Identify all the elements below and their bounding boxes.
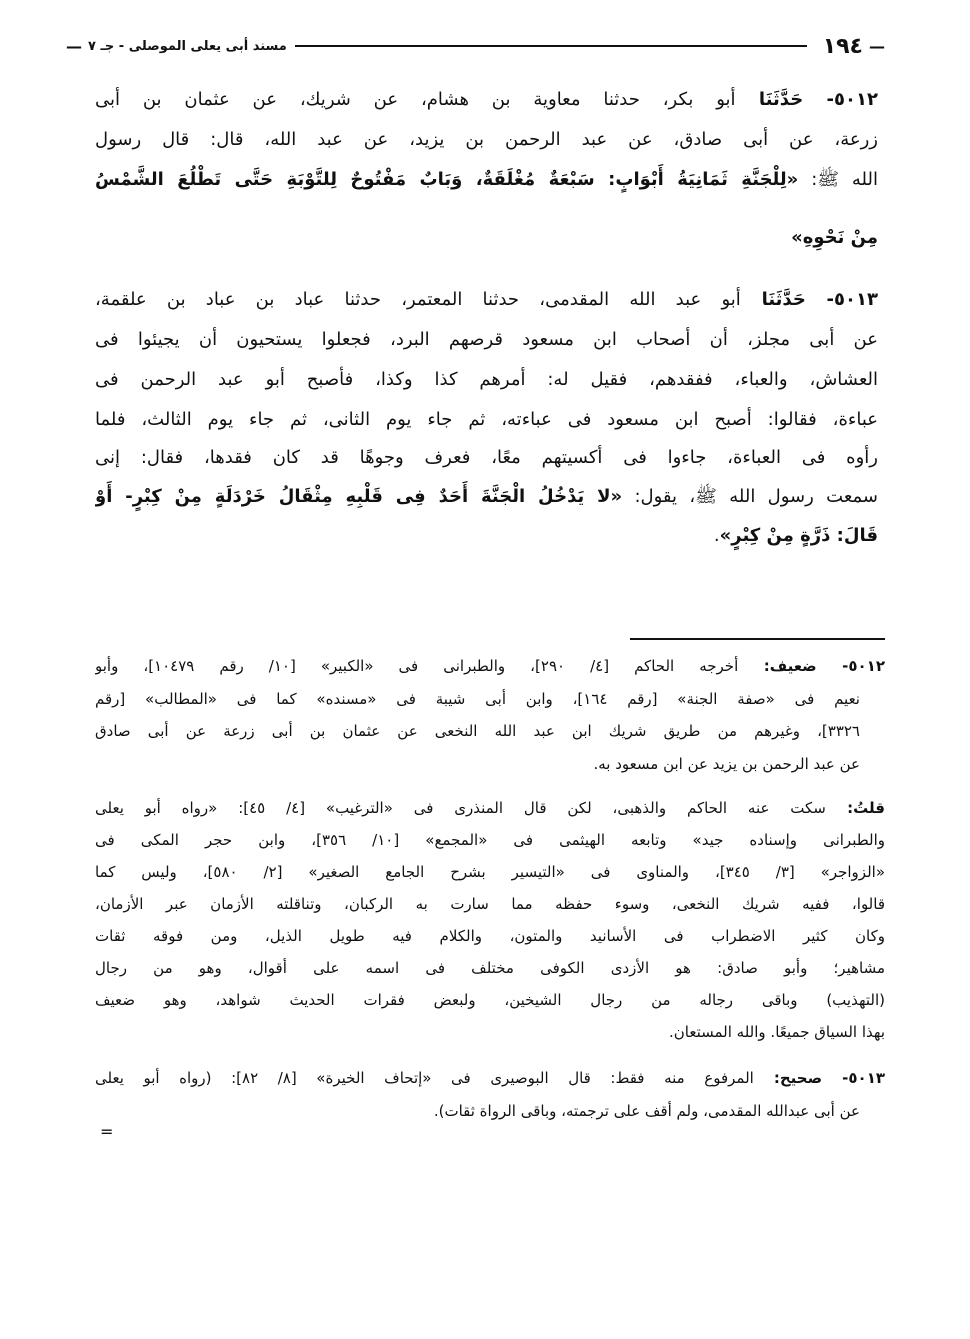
text-segment: بهذا السياق جميعًا. والله المستعان.	[669, 1023, 885, 1041]
text-segment: «الزواجر» [٣/ ٣٤٥]، والمناوى فى «التيسير بشرح الجامع الصغير» [٢/ ٥٨٠]، وليس كما	[95, 863, 885, 881]
header-dash: —	[869, 36, 885, 56]
text-line	[95, 520, 878, 552]
footnote-line	[95, 858, 885, 886]
footnote-line	[95, 890, 885, 918]
text-line	[95, 481, 878, 513]
text-line	[95, 124, 878, 156]
text-segment: .	[713, 525, 720, 546]
text-segment: عباءة، فقالوا: أصبح ابن مسعود فى عباءته، ثم جاء يوم الثانى، ثم جاء يوم الثالث، فلما	[95, 409, 878, 430]
bold-text: قَالَ: ذَرَّةٍ مِنْ كِبْرٍ»	[719, 525, 878, 546]
text-line	[95, 284, 878, 316]
text-segment: المرفوع منه فقط: قال البوصيرى فى «إتحاف الخيرة» [٨/ ٨٢]: (رواه أبو يعلى	[95, 1069, 754, 1087]
bold-text: ٥٠١٢- ضعيف:	[738, 657, 885, 675]
text-line	[95, 324, 878, 356]
text-segment: سمعت رسول الله ﷺ، يقول:	[622, 486, 878, 507]
header-rule	[295, 45, 807, 47]
footnote-line	[95, 685, 860, 713]
text-segment: وكان كثير الاضطراب فى الأسانيد والمتون، والكلام فيه طويل الذيل، ومن فوقه ثقات	[95, 927, 885, 945]
bold-text: ٥٠١٢- حَدَّثَنَا	[735, 89, 878, 110]
text-segment: عن أبى عبدالله المقدمى، ولم أقف على ترجمته، وباقى الرواة ثقات).	[433, 1102, 860, 1120]
text-segment: والطبرانى وإسناده جيد» وتابعه الهيثمى فى «المجمع» [١٠/ ٣٥٦]، وابن حجر المكى فى	[95, 831, 885, 849]
footnote-line	[95, 986, 885, 1014]
text-segment: عن عبد الرحمن بن يزيد عن ابن مسعود به.	[593, 755, 860, 773]
continuation-mark: =	[100, 1122, 114, 1141]
text-segment: أبو بكر، حدثنا معاوية بن هشام، عن شريك، عن عثمان بن أبى	[95, 89, 736, 110]
text-line	[95, 84, 878, 116]
footnote-separator	[630, 638, 885, 640]
text-line	[95, 442, 878, 474]
running-title: مسند أبى يعلى الموصلى - جـ ٧	[88, 38, 287, 54]
text-segment: مشاهير؛ وأبو صادق: هو الأزدى الكوفى مختلف فى اسمه على أقوال، وهو من رجال	[95, 959, 885, 977]
footnote-line	[95, 652, 885, 680]
footnote-line	[95, 1064, 885, 1092]
footnote-line	[95, 922, 885, 950]
bold-text: ٥٠١٣- صحيح:	[753, 1069, 885, 1087]
bold-text: قلتُ:	[825, 799, 885, 817]
footnote-line	[95, 826, 885, 854]
text-segment: العشاش، والعباء، ففقدهم، فقيل له: أمرهم كذا وكذا، فأصبح أبو عبد الرحمن فى	[95, 369, 878, 390]
text-line	[95, 364, 878, 396]
footnote-line	[95, 794, 885, 822]
running-header	[60, 34, 885, 58]
text-line	[95, 164, 878, 196]
footnote-line	[95, 1018, 885, 1046]
bold-text: ٥٠١٣- حَدَّثَنَا	[740, 289, 878, 310]
bold-text: مِنْ نَحْوِهِ»	[791, 227, 878, 248]
text-segment: عن أبى مجلز، أن أصحاب ابن مسعود قرصهم البرد، فجعلوا يستحيون أن يجيئوا فى	[95, 329, 878, 350]
text-segment: نعيم فى «صفة الجنة» [رقم ١٦٤]، وابن أبى شيبة فى «مسنده» كما فى «المطالب» [رقم	[95, 690, 860, 708]
bold-text: «لِلْجَنَّةِ ثَمَانِيَةُ أَبْوَابٍ: سَبْعَةٌ مُغْلَقَةٌ، وَبَابٌ مَفْتُوحٌ لِلتَّوْبَةِ حَتَّى تَطْلُعَ الشَّمْسُ	[95, 169, 799, 190]
text-line	[95, 404, 878, 436]
text-segment: زرعة، عن أبى صادق، عن عبد الرحمن بن يزيد، عن عبد الله، قال: قال رسول	[95, 129, 878, 150]
text-segment: سكت عنه الحاكم والذهبى، لكن قال المنذرى فى «الترغيب» [٤/ ٤٥]: «رواه أبو يعلى	[95, 799, 826, 817]
footnote-line	[95, 954, 885, 982]
text-segment: الله ﷺ:	[798, 169, 878, 190]
bold-text: «لا يَدْخُلُ الْجَنَّةَ أَحَدٌ فِى قَلْبِهِ مِثْقَالُ خَرْدَلَةٍ مِنْ كِبْرٍ- أَوْ	[95, 486, 623, 507]
text-segment: ٣٣٢٦]، وغيرهم من طريق شريك ابن عبد الله النخعى عن عثمان بن أبى زرعة عن أبى صادق	[95, 722, 860, 740]
text-line	[95, 222, 878, 254]
header-dash: —	[66, 36, 82, 56]
text-segment: قالوا، ففيه شريك النخعى، وسوء حفظه مما سارت به الركبان، وتناقلته الأزمان عبر الأزمان،	[95, 895, 885, 913]
text-segment: أبو عبد الله المقدمى، حدثنا المعتمر، حدثنا عباد بن عباد بن علقمة،	[95, 289, 741, 310]
text-segment: أخرجه الحاكم [٤/ ٢٩٠]، والطبرانى فى «الكبير» [١٠/ رقم ١٠٤٧٩]، وأبو	[95, 657, 739, 675]
page-number: ١٩٤	[822, 33, 863, 59]
text-segment: رأوه فى العباءة، جاءوا فى أكسيتهم معًا، فعرف وجوهًا قد كان فقدها، فقال: إنى	[95, 447, 878, 468]
footnote-line	[95, 717, 860, 745]
text-segment: (التهذيب) وباقى رجاله من رجال الشيخين، ولبعض فقرات الحديث شواهد، وهو ضعيف	[95, 991, 885, 1009]
footnote-line	[95, 750, 860, 778]
footnote-line	[95, 1097, 860, 1125]
